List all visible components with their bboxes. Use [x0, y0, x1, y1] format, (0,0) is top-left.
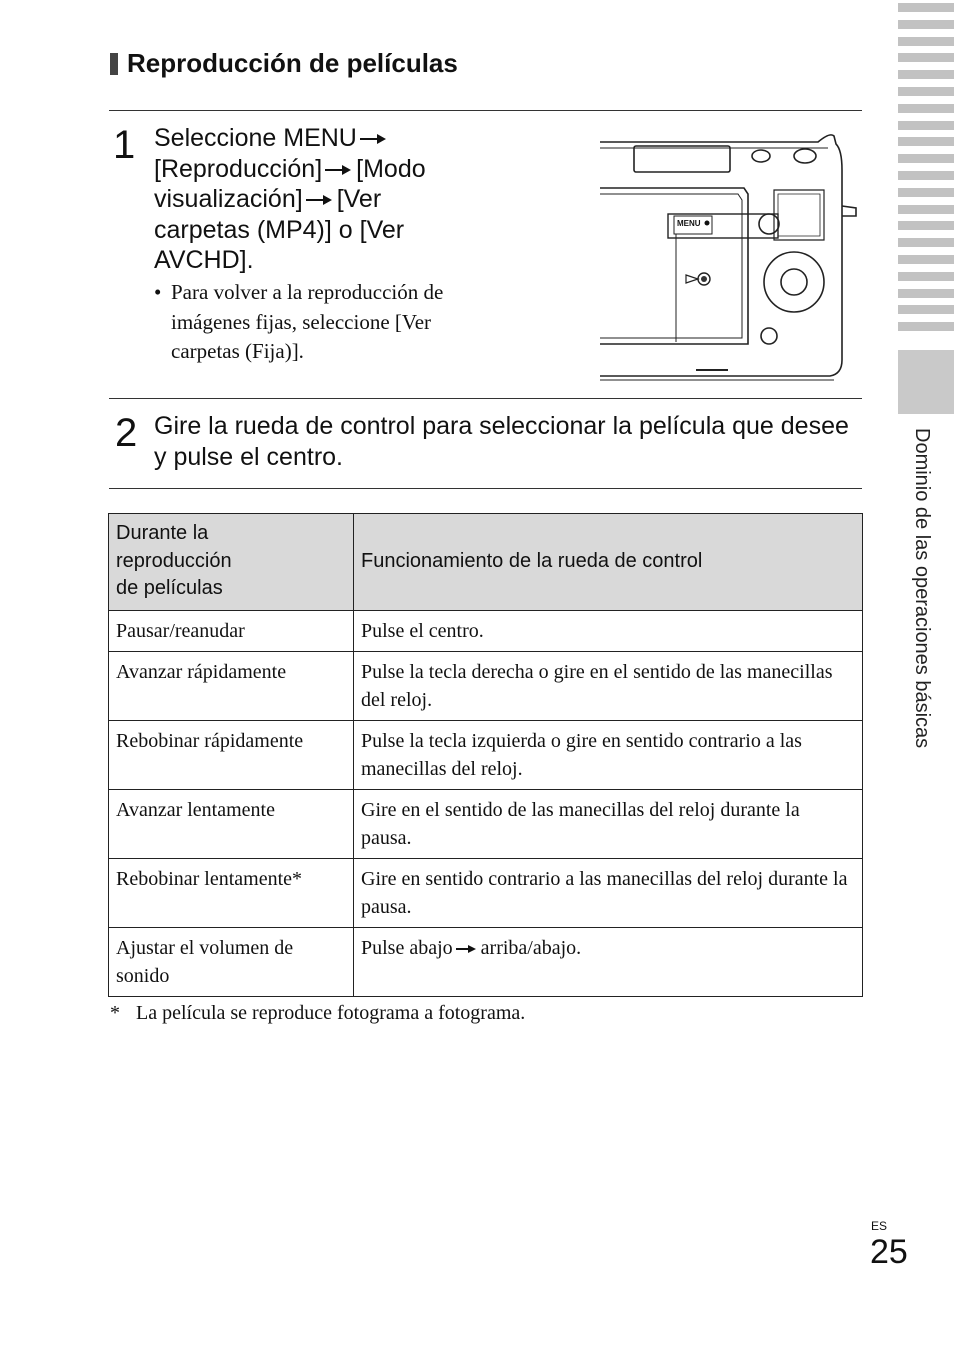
margin-stripe	[898, 255, 954, 264]
heading-marker	[110, 53, 118, 75]
footnote-text: La película se reproduce fotograma a fotograma.	[136, 1002, 526, 1024]
rule-top	[109, 110, 862, 111]
table-header-cell	[109, 514, 354, 611]
table-cell-operation: Gire en sentido contrario a las manecillas del reloj durante la pausa.	[354, 859, 863, 928]
step-1-line: [Reproducción]	[154, 154, 323, 183]
footnote-marker: *	[110, 1002, 120, 1024]
arrow-right-icon	[306, 194, 334, 206]
margin-stripes	[898, 0, 954, 340]
table-cell-operation	[354, 928, 863, 997]
step-2-number: 2	[115, 411, 138, 455]
table-cell-action: Ajustar el volumen de sonido	[109, 928, 354, 997]
step-1-line: AVCHD].	[154, 246, 254, 274]
margin-stripe	[898, 121, 954, 130]
margin-stripe	[898, 87, 954, 96]
margin-stripe	[898, 171, 954, 180]
operation-text: arriba/abajo.	[480, 937, 582, 959]
table-cell-action: Rebobinar lentamente*	[109, 859, 354, 928]
margin-stripe	[898, 3, 954, 12]
header-line: Durante la	[116, 522, 209, 544]
menu-label: MENU	[677, 219, 701, 228]
step-1-number: 1	[113, 123, 136, 167]
margin-stripe	[898, 205, 954, 214]
margin-stripe	[898, 53, 954, 62]
table-row	[109, 928, 863, 997]
table-row	[109, 859, 863, 928]
playback-operations-table	[108, 513, 863, 997]
margin-stripe	[898, 20, 954, 29]
margin-stripe	[898, 137, 954, 146]
table-cell-action: Avanzar rápidamente	[109, 652, 354, 721]
table-cell-action: Rebobinar rápidamente	[109, 721, 354, 790]
section-title: Reproducción de películas	[127, 48, 458, 78]
section-tab	[898, 350, 954, 414]
step-1-line: visualización]	[154, 185, 303, 213]
table-cell-operation: Pulse la tecla derecha o gire en el sentido de las manecillas del reloj.	[354, 652, 863, 721]
margin-stripe	[898, 104, 954, 113]
step-1-line: Seleccione MENU	[154, 124, 357, 152]
page-number: 25	[870, 1233, 908, 1271]
step-2-instruction: Gire la rueda de control para seleccionar la película que desee y pulse el centro.	[154, 412, 849, 471]
footnote	[110, 1000, 525, 1026]
language-code: ES	[871, 1219, 888, 1233]
margin-stripe	[898, 289, 954, 298]
table-header-cell: Funcionamiento de la rueda de control	[354, 514, 863, 611]
margin-stripe	[898, 154, 954, 163]
margin-stripe	[898, 238, 954, 247]
arrow-right-icon	[325, 164, 353, 176]
operation-text: Pulse abajo	[361, 937, 453, 959]
margin-stripe	[898, 305, 954, 314]
margin-stripe	[898, 70, 954, 79]
rule-step-2	[109, 398, 862, 399]
step-1-note	[154, 278, 494, 367]
step-1-note-text: Para volver a la reproducción de imágenes fijas, seleccione [Ver carpetas (Fija)].	[171, 280, 444, 363]
step-1-line: [Ver	[336, 185, 382, 213]
table-row	[109, 790, 863, 859]
step-1-line: carpetas (MP4)] o [Ver	[154, 215, 405, 244]
section-heading	[110, 48, 458, 79]
margin-stripe	[898, 221, 954, 230]
margin-stripe	[898, 322, 954, 331]
step-1-instruction	[154, 123, 484, 276]
header-line: de películas	[116, 577, 223, 599]
arrow-right-icon	[456, 944, 478, 954]
table-cell-operation: Pulse el centro.	[354, 611, 863, 652]
table-cell-action: Pausar/reanudar	[109, 611, 354, 652]
bullet: •	[154, 280, 162, 304]
table-row	[109, 721, 863, 790]
step-1-line: [Modo	[356, 154, 426, 183]
margin-stripe	[898, 188, 954, 197]
margin-stripe	[898, 37, 954, 46]
arrow-right-icon	[360, 133, 388, 145]
table-cell-action: Avanzar lentamente	[109, 790, 354, 859]
sidebar-section-label: Dominio de las operaciones básicas	[911, 428, 933, 749]
table-row	[109, 611, 863, 652]
margin-stripe	[898, 272, 954, 281]
table-cell-operation: Pulse la tecla izquierda o gire en sentido contrario a las manecillas del reloj.	[354, 721, 863, 790]
table-header-row	[109, 514, 863, 611]
header-line: reproducción	[116, 549, 232, 572]
table-row	[109, 652, 863, 721]
table-cell-operation: Gire en el sentido de las manecillas del reloj durante la pausa.	[354, 790, 863, 859]
rule-before-table	[109, 488, 862, 489]
camera-back-illustration	[598, 130, 860, 384]
